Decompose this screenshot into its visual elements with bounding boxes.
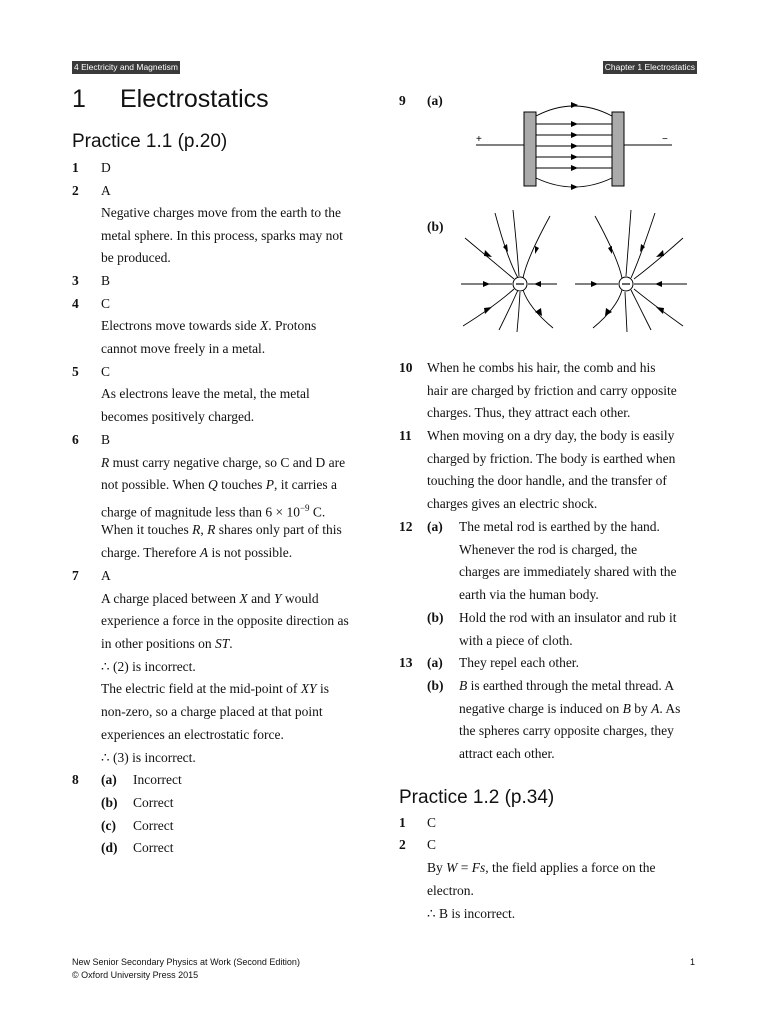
q7-line: experiences an electrostatic force. (101, 727, 284, 742)
q13-line: negative charge is induced on B by A. As (459, 701, 681, 716)
q13-line: attract each other. (459, 746, 555, 761)
q12-line: earth via the human body. (459, 587, 599, 602)
plus-sign: + (476, 134, 482, 145)
footer-page-number: 1 (689, 957, 695, 967)
q9b-two-negative-charges-field-diagram (455, 208, 695, 333)
q13-part-b-label: (b) (427, 678, 444, 693)
q11-line: touching the door handle, and the transfer of (427, 473, 667, 488)
q6-number: 6 (72, 432, 79, 447)
q5-number: 5 (72, 364, 79, 379)
q5-line: As electrons leave the metal, the metal (101, 386, 310, 401)
q12-line: The metal rod is earthed by the hand. (459, 519, 660, 534)
p2-q1-answer: C (427, 815, 437, 830)
q11-number: 11 (399, 428, 412, 443)
q8-part-label: (a) (101, 772, 117, 787)
q9-part-a-label: (a) (427, 93, 443, 108)
q1-number: 1 (72, 160, 79, 175)
q10-number: 10 (399, 360, 413, 375)
q10-line: When he combs his hair, the comb and his (427, 360, 656, 375)
p2-q2-number: 2 (399, 837, 406, 852)
q9a-parallel-plates-field-diagram (470, 100, 680, 195)
negative-plate (612, 112, 624, 186)
q5-answer: C (101, 364, 111, 379)
q5-line: becomes positively charged. (101, 409, 255, 424)
q6-answer: B (101, 432, 111, 447)
field-arrows (571, 102, 578, 190)
q7-line: ∴ (3) is incorrect. (101, 750, 196, 765)
q2-answer: A (101, 183, 111, 198)
q8-number: 8 (72, 772, 79, 787)
q8-part-text: Correct (133, 818, 174, 833)
q13-part-a-label: (a) (427, 655, 443, 670)
footer-copyright: © Oxford University Press 2015 (72, 970, 199, 980)
q4-number: 4 (72, 296, 79, 311)
q6-line: R must carry negative charge, so C and D are (101, 455, 346, 470)
q7-answer: A (101, 568, 111, 583)
q6-line: charge. Therefore A is not possible. (101, 545, 293, 560)
q12-part-b-label: (b) (427, 610, 444, 625)
footer-book-title: New Senior Secondary Physics at Work (Second Edition) (72, 957, 300, 967)
q8-part-label: (c) (101, 818, 116, 833)
chapter-number: 1 (72, 85, 86, 113)
header-section-label: 4 Electricity and Magnetism (74, 62, 178, 72)
q8-part-label: (b) (101, 795, 118, 810)
q8-part-label: (d) (101, 840, 118, 855)
q8-part-text: Correct (133, 840, 174, 855)
q7-line: experience a force in the opposite direction as (101, 613, 349, 628)
q12-line: Whenever the rod is charged, the (459, 542, 638, 557)
q1-answer: D (101, 160, 111, 175)
q13-line: They repel each other. (459, 655, 579, 670)
q4-line: Electrons move towards side X. Protons (101, 318, 317, 333)
q12-number: 12 (399, 519, 413, 534)
q6-line: When it touches R, R shares only part of this (101, 522, 342, 537)
chapter-title (72, 85, 269, 114)
p2-q2-line: electron. (427, 883, 474, 898)
q11-line: When moving on a dry day, the body is easily (427, 428, 675, 443)
q10-line: charges. Thus, they attract each other. (427, 405, 631, 420)
q6-line: charge of magnitude less than $6 \times 10^{-9}$ C. (101, 503, 326, 520)
p2-q1-number: 1 (399, 815, 406, 830)
p2-q2-line: ∴ B is incorrect. (427, 906, 516, 921)
q13-number: 13 (399, 655, 413, 670)
q7-line: A charge placed between X and Y would (101, 591, 319, 606)
q3-answer: B (101, 273, 111, 288)
q7-line: in other positions on ST. (101, 636, 233, 651)
q11-line: charged by friction. The body is earthed when (427, 451, 676, 466)
q8-part-text: Incorrect (133, 772, 182, 787)
q6-line: not possible. When Q touches P, it carries a (101, 477, 337, 492)
practice-1-1-title: Practice 1.1 (p.20) (72, 131, 228, 152)
q2-line: be produced. (101, 250, 171, 265)
p2-q2-answer: C (427, 837, 437, 852)
q7-number: 7 (72, 568, 79, 583)
minus-sign: − (662, 134, 668, 145)
q12-part-a-label: (a) (427, 519, 443, 534)
q9-number: 9 (399, 93, 406, 108)
p2-q2-line: By W = Fs, the field applies a force on the (427, 860, 656, 875)
q12-line: with a piece of cloth. (459, 633, 573, 648)
q11-line: charges gives an electric shock. (427, 496, 598, 511)
q3-number: 3 (72, 273, 79, 288)
q4-answer: C (101, 296, 111, 311)
header-chapter-label: Chapter 1 Electrostatics (604, 62, 695, 72)
q7-line: ∴ (2) is incorrect. (101, 659, 196, 674)
q9-part-b-label: (b) (427, 219, 444, 234)
q2-line: Negative charges move from the earth to the (101, 205, 342, 220)
q4-line: cannot move freely in a metal. (101, 341, 266, 356)
q12-line: charges are immediately shared with the (459, 564, 677, 579)
q7-line: The electric field at the mid-point of XY is (101, 681, 329, 696)
practice-1-2-title: Practice 1.2 (p.34) (399, 787, 555, 808)
q7-line: non-zero, so a charge placed at that point (101, 704, 323, 719)
q13-line: B is earthed through the metal thread. A (459, 678, 675, 693)
q2-number: 2 (72, 183, 79, 198)
q12-line: Hold the rod with an insulator and rub it (459, 610, 677, 625)
q8-part-text: Correct (133, 795, 174, 810)
positive-plate (524, 112, 536, 186)
q13-line: the spheres carry opposite charges, they (459, 723, 674, 738)
q10-line: hair are charged by friction and carry opposite (427, 383, 677, 398)
q2-line: metal sphere. In this process, sparks may not (101, 228, 343, 243)
chapter-title-text: Electrostatics (120, 85, 269, 113)
